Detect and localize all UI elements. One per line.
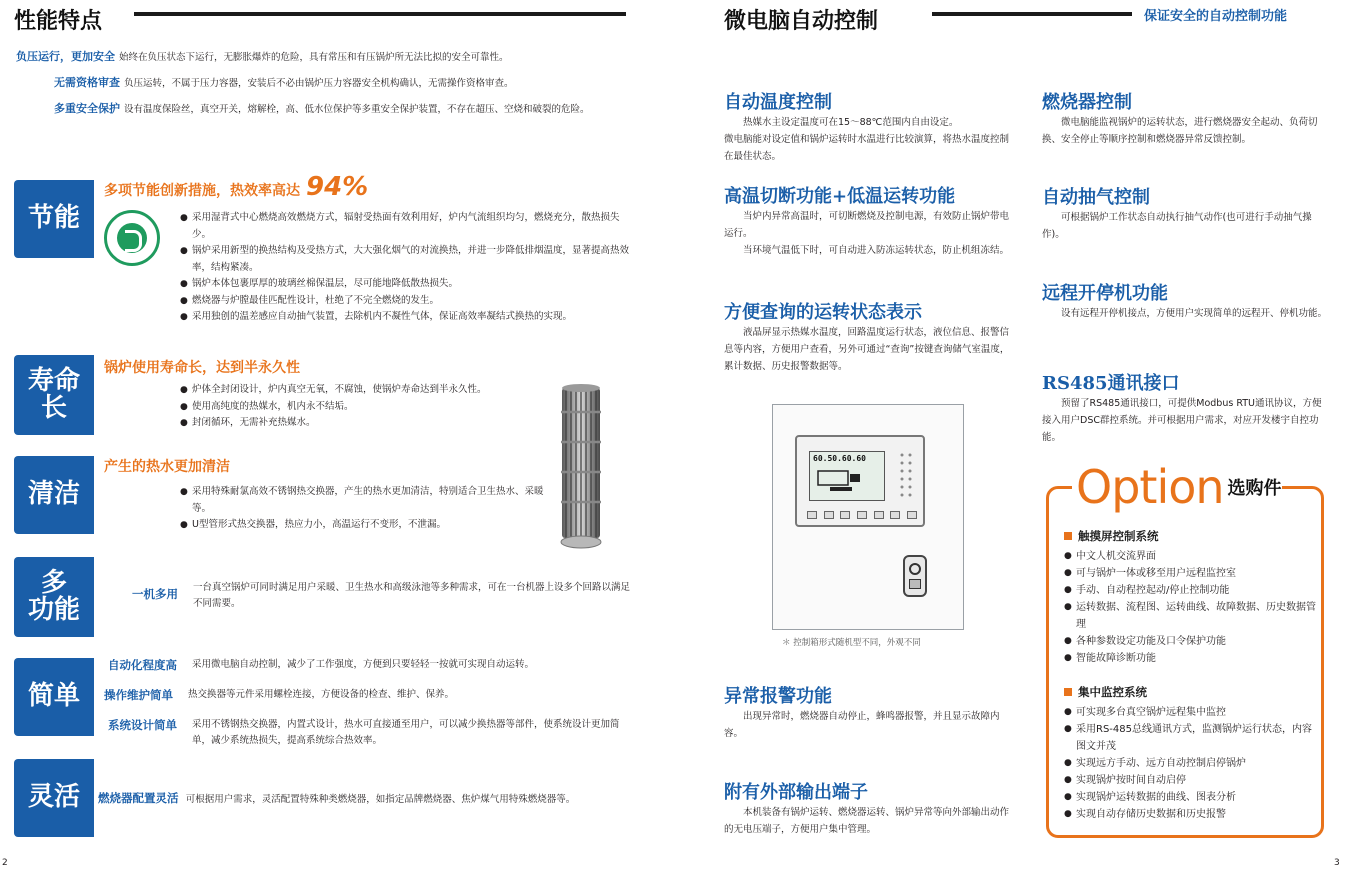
list-item: ● U型管形式热交换器，热应力小，高温运行不变形，不泄漏。 bbox=[180, 517, 560, 534]
feature-text: 可根据锅炉工作状态自动执行抽气动作(也可进行手动抽气操作)。 bbox=[1042, 212, 1312, 240]
feature-text: 微电脑能监视锅炉的运转状态，进行燃烧器安全起动、负荷切换、安全停止等顺序控制和燃烧器异常反馈控制。 bbox=[1042, 117, 1318, 145]
panel-button bbox=[824, 511, 834, 519]
square-bullet-icon bbox=[1064, 688, 1072, 696]
option-group-heading bbox=[1064, 684, 1320, 700]
energy-certification-logo bbox=[104, 210, 160, 266]
lcd-readout: 60.50.60.60 bbox=[813, 454, 866, 463]
list-item: ● 手动、自动程控起动/停止控制功能 bbox=[1064, 582, 1320, 599]
list-item: ● 中文人机交流界面 bbox=[1064, 548, 1320, 565]
intro-text: 始终在负压状态下运行，无膨胀爆炸的危险，具有常压和有压锅炉所无法比拟的安全可靠性。 bbox=[119, 52, 509, 63]
intro-block bbox=[16, 48, 590, 126]
cabinet-door-handle bbox=[903, 555, 927, 597]
row-text: 可根据用户需求，灵活配置特殊种类燃烧器，如指定品牌燃烧器、焦炉煤气用特殊燃烧器等。 bbox=[185, 794, 576, 805]
energy-heading-text: 多项节能创新措施，热效率高达 bbox=[104, 183, 300, 199]
feature-status-display bbox=[724, 298, 1010, 375]
control-cabinet-illustration bbox=[772, 404, 964, 630]
feature-text: 出现异常时，燃烧器自动停止，蜂鸣器报警，并且显示故障内容。 bbox=[724, 711, 1000, 739]
life-bullets bbox=[180, 382, 560, 432]
feature-heading: 远程开停机功能 bbox=[1042, 283, 1168, 304]
handle-grip bbox=[909, 579, 921, 589]
list-item: ● 实现锅炉运转数据的曲线、图表分析 bbox=[1064, 789, 1320, 806]
simple-row bbox=[104, 687, 633, 717]
option-group-central-monitoring bbox=[1064, 684, 1320, 823]
feature-text: 微电脑能对设定值和锅炉运转时水温进行比较演算，将热水温度控制在最佳状态。 bbox=[724, 134, 1010, 162]
intro-label: 无需资格审查 bbox=[54, 76, 120, 89]
option-word: Option bbox=[1072, 464, 1228, 510]
list-item: ● 运转数据、流程图、运转曲线、故障数据、历史数据管理 bbox=[1064, 599, 1320, 633]
list-item: ● 锅炉采用新型的换热结构及受热方式，大大强化烟气的对流换热，并进一步降低排烟温度，显著提高热效率，结构紧凑。 bbox=[180, 243, 632, 276]
option-group-heading-text: 触摸屏控制系统 bbox=[1078, 529, 1159, 543]
badge-flexible bbox=[14, 759, 94, 837]
row-label: 自动化程度高 bbox=[108, 658, 177, 672]
feature-heading: 燃烧器控制 bbox=[1042, 92, 1132, 113]
intro-row-negative-pressure bbox=[16, 48, 590, 74]
feature-remote-start-stop bbox=[1042, 279, 1330, 322]
simple-rows bbox=[104, 657, 633, 749]
simple-row bbox=[108, 657, 633, 687]
list-item: ● 采用特殊耐氯高效不锈钢热交换器，产生的热水更加清洁，特别适合卫生热水、采暖等。 bbox=[180, 484, 560, 517]
badge-label: 清洁 bbox=[27, 479, 80, 510]
feature-heading: 方便查询的运转状态表示 bbox=[724, 302, 922, 323]
feature-text: 预留了RS485通讯接口，可提供Modbus RTU通讯协议，方便接入用户DSC群控系统。并可根据用户需求，对应开发楼宇自控功能。 bbox=[1042, 398, 1322, 443]
page-number-left: 2 bbox=[2, 858, 8, 868]
list-item: ● 各种参数设定功能及口令保护功能 bbox=[1064, 633, 1320, 650]
row-text: 采用不锈钢热交换器，内置式设计，热水可直接通至用户，可以减少换热器等部件，使系统设计更加简单，减少系统热损失，提高系统综合热效率。 bbox=[192, 719, 620, 746]
energy-heading bbox=[104, 172, 368, 202]
panel-button bbox=[874, 511, 884, 519]
panel-button bbox=[907, 511, 917, 519]
badge-clean bbox=[14, 456, 94, 534]
feature-heading: 自动抽气控制 bbox=[1042, 187, 1150, 208]
intro-label: 多重安全保护 bbox=[54, 102, 120, 115]
life-heading: 锅炉使用寿命长，达到半永久性 bbox=[104, 360, 300, 376]
page-title-microcomputer: 微电脑自动控制 bbox=[724, 9, 879, 34]
row-text: 采用微电脑自动控制，减少了工作强度，方便到只要轻轻一按就可实现自动运转。 bbox=[192, 659, 535, 670]
feature-output-terminal bbox=[724, 778, 1010, 838]
energy-bullets bbox=[180, 210, 632, 326]
list-item: ● 采用RS-485总线通讯方式，监测锅炉运行状态，内容图文并茂 bbox=[1064, 721, 1320, 755]
list-item: ● 可与锅炉一体或移至用户远程监控室 bbox=[1064, 565, 1320, 582]
square-bullet-icon bbox=[1064, 532, 1072, 540]
row-text: 热交换器等元件采用螺栓连接，方便设备的检查、维护、保养。 bbox=[188, 689, 455, 700]
panel-button bbox=[857, 511, 867, 519]
multi-label: 一机多用 bbox=[132, 587, 178, 601]
page-number-right: 3 bbox=[1334, 858, 1340, 868]
badge-label: 简单 bbox=[27, 681, 80, 712]
option-title bbox=[1072, 460, 1282, 514]
option-group-heading bbox=[1064, 528, 1320, 544]
panel-button bbox=[840, 511, 850, 519]
row-label: 系统设计简单 bbox=[108, 718, 177, 732]
list-item: ● 采用独创的温差感应自动抽气装置，去除机内不凝性气体，保证高效率凝结式换热的实现。 bbox=[180, 309, 632, 326]
control-panel bbox=[795, 435, 925, 527]
lcd-screen bbox=[809, 451, 885, 501]
feature-heading: 高温切断功能+低温运转功能 bbox=[724, 186, 956, 207]
feature-high-low-temp bbox=[724, 182, 1010, 259]
feature-heading: RS485通讯接口 bbox=[1042, 373, 1180, 394]
list-item: ● 智能故障诊断功能 bbox=[1064, 650, 1320, 667]
multi-text: 一台真空锅炉可同时满足用户采暖、卫生热水和高级泳池等多种需求，可在一台机器上设多个回路以满足不同需要。 bbox=[193, 582, 631, 609]
option-group-heading-text: 集中监控系统 bbox=[1078, 685, 1147, 699]
list-item: ● 采用湿背式中心燃烧高效燃烧方式，辐射受热面有效利用好，炉内气流组织均匀，燃烧充分，散热损失少。 bbox=[180, 210, 632, 243]
option-group-touchscreen bbox=[1064, 528, 1320, 667]
intro-text: 设有温度保险丝，真空开关，熔解栓，高、低水位保护等多重安全保护装置，不存在超压、空烧和破裂的危险。 bbox=[124, 104, 590, 115]
panel-button bbox=[807, 511, 817, 519]
list-item: ● 封闭循环，无需补充热媒水。 bbox=[180, 415, 560, 432]
feature-heading: 自动温度控制 bbox=[724, 92, 832, 113]
row-label: 燃烧器配置灵活 bbox=[98, 791, 179, 805]
feature-heading: 异常报警功能 bbox=[724, 686, 832, 707]
intro-label: 负压运行，更加安全 bbox=[16, 50, 115, 63]
list-item: ● 使用高纯度的热媒水，机内永不结垢。 bbox=[180, 399, 560, 416]
heat-exchanger-illustration bbox=[560, 382, 602, 552]
list-item: ● 锅炉本体包裹厚厚的玻璃丝棉保温层，尽可能地降低散热损失。 bbox=[180, 276, 632, 293]
badge-simple bbox=[14, 658, 94, 736]
cabinet-caption: ＊ 控制箱形式随机型不同，外观不同 bbox=[782, 638, 921, 648]
intro-row-no-qualification bbox=[16, 74, 590, 100]
list-item: ● 炉体全封闭设计，炉内真空无氧，不腐蚀，使锅炉寿命达到半永久性。 bbox=[180, 382, 560, 399]
certification-icon bbox=[117, 223, 147, 253]
list-item: ● 实现自动存储历史数据和历史报警 bbox=[1064, 806, 1320, 823]
badge-label: 节能 bbox=[27, 203, 80, 234]
badge-label: 寿命 长 bbox=[27, 365, 80, 423]
feature-text: 液晶屏显示热媒水温度，回路温度运行状态，液位信息、报警信息等内容，方便用户查看，另外可通过“查询”按键查询储气室温度，累计数据、历史报警数据等。 bbox=[724, 327, 1010, 372]
feature-text: 热媒水主设定温度可在15～88℃范围内自由设定。 bbox=[743, 117, 959, 128]
list-item: ● 燃烧器与炉膛最佳匹配性设计，杜绝了不完全燃烧的发生。 bbox=[180, 293, 632, 310]
indicator-lights bbox=[897, 451, 917, 501]
badge-label: 灵活 bbox=[27, 782, 80, 813]
feature-auto-exhaust bbox=[1042, 183, 1330, 243]
option-list bbox=[1064, 704, 1320, 823]
clean-heading: 产生的热水更加清洁 bbox=[104, 459, 230, 475]
feature-burner-control bbox=[1042, 88, 1330, 148]
list-item: ● 实现远方手动、远方自动控制启停锅炉 bbox=[1064, 755, 1320, 772]
badge-energy-saving bbox=[14, 180, 94, 258]
feature-alarm bbox=[724, 682, 1010, 742]
panel-buttons bbox=[807, 511, 917, 523]
badge-long-life bbox=[14, 355, 94, 435]
page-title-performance: 性能特点 bbox=[14, 9, 103, 34]
title-rule bbox=[932, 12, 1132, 16]
list-item: ● 实现锅炉按时间自动启停 bbox=[1064, 772, 1320, 789]
feature-text: 当环境气温低下时，可自动进入防冻运转状态，防止机组冻结。 bbox=[743, 245, 1010, 256]
feature-rs485 bbox=[1042, 369, 1330, 446]
intro-text: 负压运转，不属于压力容器，安装后不必由锅炉压力容器安全机构确认，无需操作资格审查。 bbox=[124, 78, 514, 89]
page-subtitle: 保证安全的自动控制功能 bbox=[1144, 9, 1288, 24]
feature-text: 当炉内异常高温时，可切断燃烧及控制电源，有效防止锅炉带电运行。 bbox=[724, 211, 1010, 239]
option-cn: 选购件 bbox=[1228, 474, 1282, 500]
badge-label: 多 功能 bbox=[27, 567, 80, 625]
feature-heading: 附有外部输出端子 bbox=[724, 782, 868, 803]
option-list bbox=[1064, 548, 1320, 667]
simple-row bbox=[108, 717, 633, 749]
panel-button bbox=[890, 511, 900, 519]
feature-text: 本机装备有锅炉运转、燃烧器运转、锅炉异常等向外部输出动作的无电压端子，方便用户集中管理。 bbox=[724, 807, 1010, 835]
list-item: ● 可实现多台真空锅炉远程集中监控 bbox=[1064, 704, 1320, 721]
feature-auto-temp bbox=[724, 88, 1010, 165]
lock-icon bbox=[909, 563, 921, 575]
title-rule bbox=[134, 12, 626, 16]
intro-row-multi-protection bbox=[16, 100, 590, 126]
clean-bullets bbox=[180, 484, 560, 534]
efficiency-value: 94% bbox=[306, 172, 369, 202]
feature-text: 设有远程开停机接点，方便用户实现简单的远程开、停机功能。 bbox=[1061, 308, 1328, 319]
row-label: 操作维护简单 bbox=[104, 688, 173, 702]
badge-multi-function bbox=[14, 557, 94, 637]
flex-row bbox=[98, 790, 575, 808]
